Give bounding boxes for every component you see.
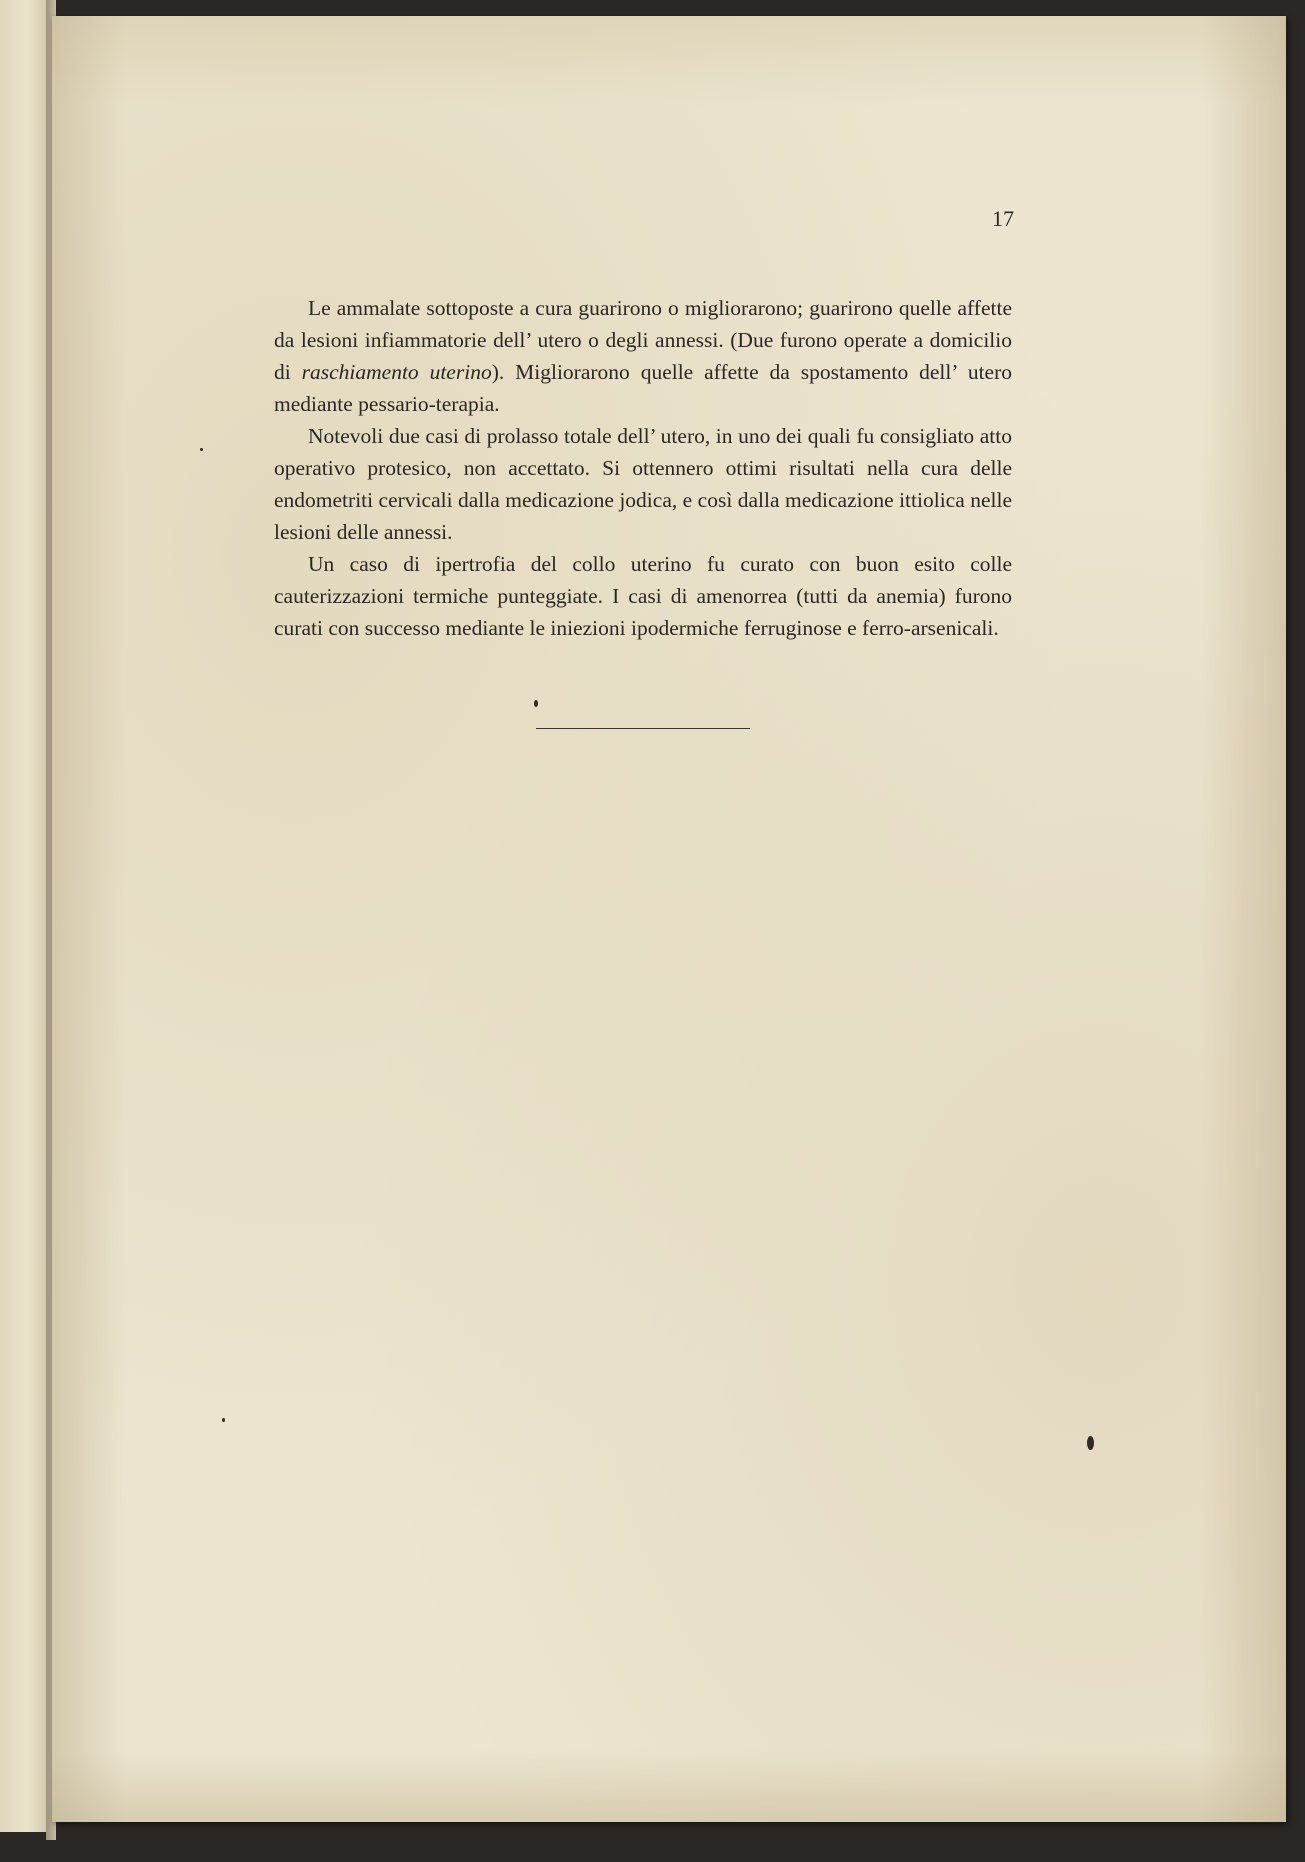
body-text	[274, 292, 1012, 644]
ink-speck	[200, 448, 203, 451]
closing-rule	[536, 728, 750, 729]
paragraph-3-text: Un caso di ipertrofia del collo uterino fu curato con buon esito colle cauterizzazioni termiche punteggiate. I casi di amenorrea (tutti da anemia) furono curati con successo mediante le iniezioni ipodermiche ferruginose e ferro-arsenicali.	[274, 552, 1012, 640]
book-page	[52, 16, 1286, 1822]
paragraph-1-emphasis: raschiamento uterino	[301, 360, 492, 384]
paragraph-1-text-start: Le ammalate sottoposte a cura guarirono o migliorarono; guarirono quelle affette da lesioni infiammatorie dell’ utero o degli annessi. (Due furono operate a domicilio di	[274, 296, 1012, 384]
page-number: 17	[992, 206, 1014, 231]
facing-page-edge	[0, 0, 50, 1832]
ink-speck	[534, 700, 538, 707]
paragraph-2-text: Notevoli due casi di prolasso totale dell’ utero, in uno dei quali fu consigliato atto operativo protesico, non accettato. Si ottennero ottimi risultati nella cura delle endometriti cervicali dalla medicazione jodica, e così dalla medicazione ittiolica nelle lesioni delle annessi.	[274, 424, 1012, 544]
ink-speck	[1087, 1436, 1094, 1450]
paragraph-1-text-end: ). Migliorarono quelle affette da spostamento dell’ utero mediante pessario-terapia.	[274, 360, 1013, 416]
ink-speck	[222, 1418, 225, 1422]
paragraph-3	[274, 548, 1012, 644]
paragraph-1	[274, 292, 1012, 420]
paragraph-2	[274, 420, 1012, 548]
